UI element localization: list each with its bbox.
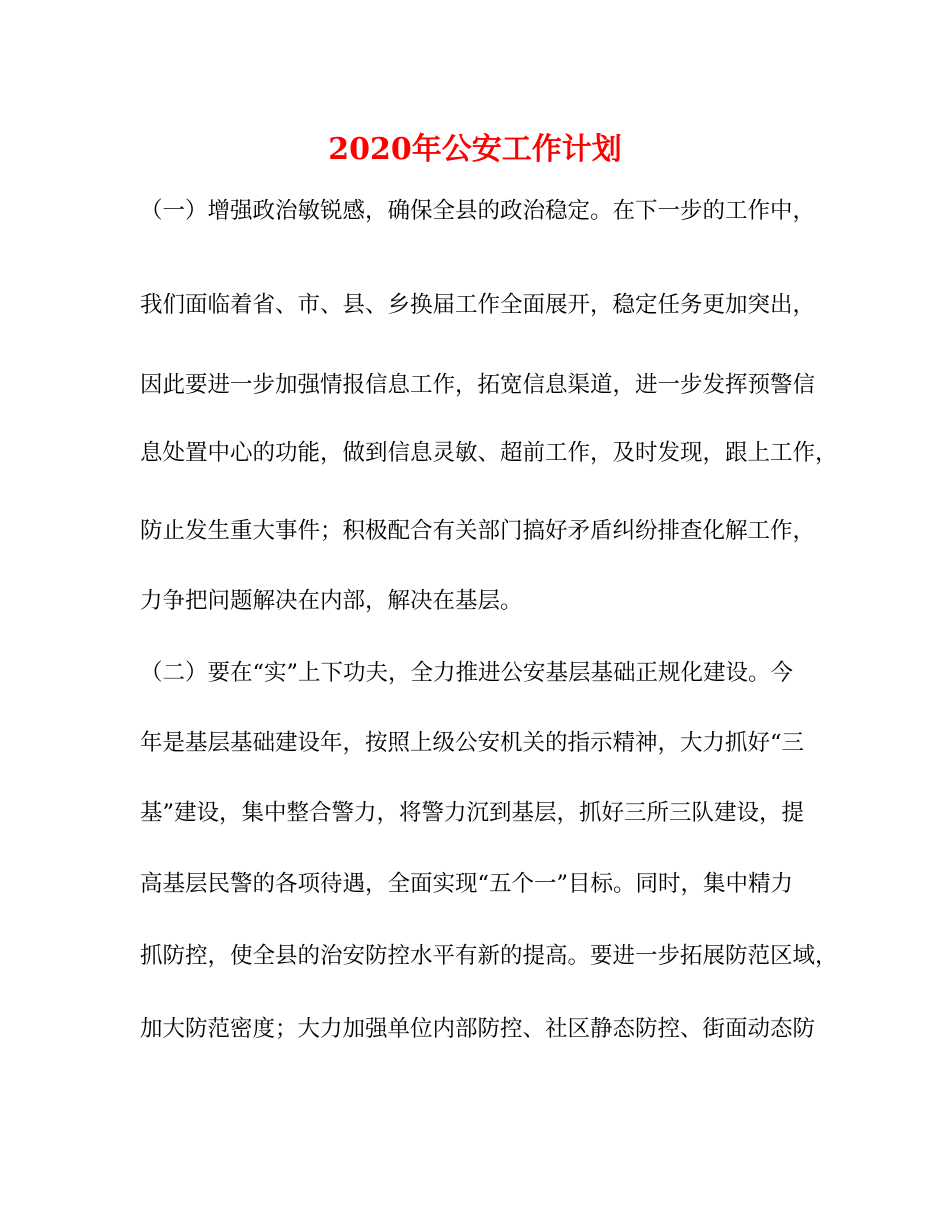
- body-line: 力争把问题解决在内部，解决在基层。: [140, 588, 523, 614]
- body-line: 年是基层基础建设年，按照上级公安机关的指示精神，大力抓好“三: [140, 730, 805, 756]
- body-line: 我们面临着省、市、县、乡换届工作全面展开，稳定任务更加突出，: [140, 292, 816, 318]
- body-line: 因此要进一步加强情报信息工作，拓宽信息渠道，进一步发挥预警信: [140, 372, 816, 398]
- body-line: 抓防控，使全县的治安防控水平有新的提高。要进一步拓展防范区域，: [140, 943, 838, 969]
- body-line: 加大防范密度；大力加强单位内部防控、社区静态防控、街面动态防: [140, 1016, 816, 1042]
- body-line: （一）增强政治敏锐感，确保全县的政治稳定。在下一步的工作中，: [140, 198, 816, 224]
- body-line: （二）要在“实”上下功夫，全力推进公安基层基础正规化建设。今: [140, 660, 794, 686]
- body-line: 高基层民警的各项待遇，全面实现“五个一”目标。同时，集中精力: [140, 871, 794, 897]
- body-line: 息处置中心的功能，做到信息灵敏、超前工作，及时发现，跟上工作，: [140, 440, 838, 466]
- document-title: 2020年公安工作计划: [328, 132, 622, 167]
- body-line: 防止发生重大事件；积极配合有关部门搞好矛盾纠纷排查化解工作，: [140, 518, 816, 544]
- body-line: 基”建设，集中整合警力，将警力沉到基层，抓好三所三队建设，提: [140, 800, 805, 826]
